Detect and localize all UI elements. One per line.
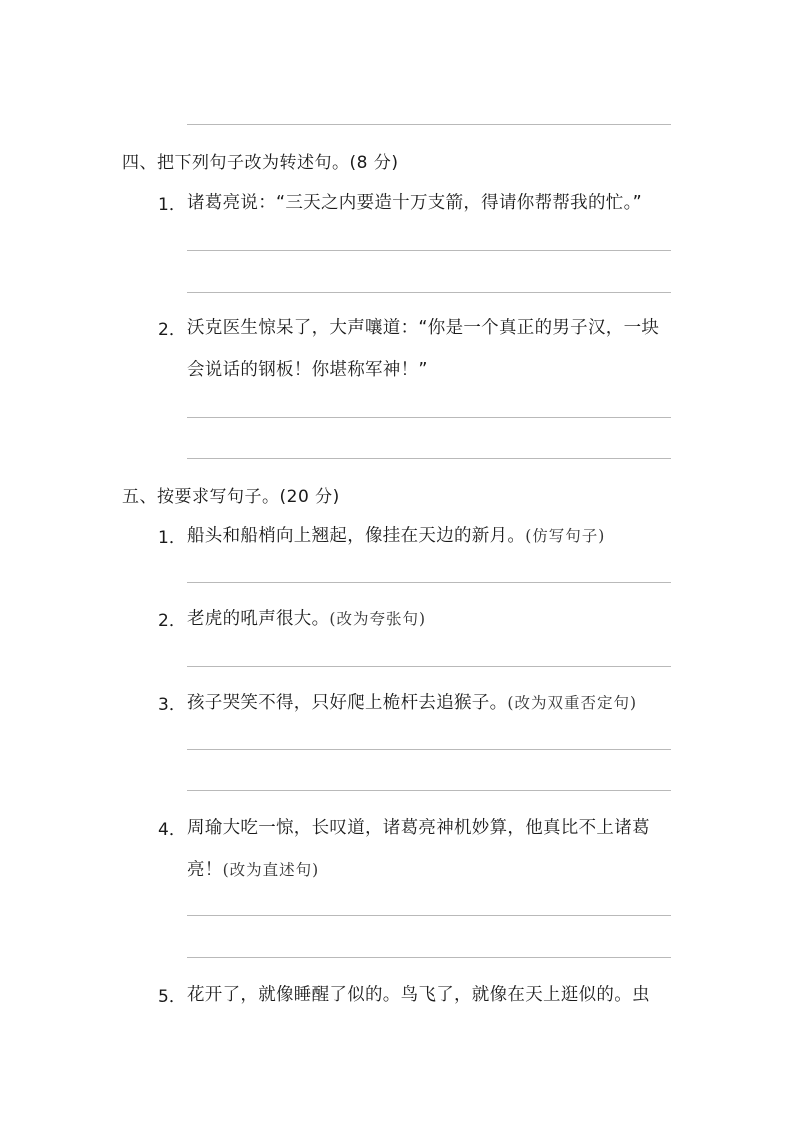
question-instruction: (仿写句子) [525, 527, 606, 545]
question-instruction: (改为双重否定句) [507, 694, 638, 712]
question-text: 周瑜大吃一惊，长叹道，诸葛亮神机妙算，他真比不上诸葛 [187, 818, 650, 838]
answer-line[interactable] [187, 250, 671, 251]
question-text-continued: 会说话的钢板！你堪称军神！” [187, 360, 428, 380]
question-instruction: (改为夸张句) [329, 610, 427, 628]
question-number: 3． [158, 695, 186, 715]
question-sentence: 船头和船梢向上翘起，像挂在天边的新月。 [187, 526, 526, 546]
question-number: 1． [158, 528, 186, 548]
answer-line[interactable] [187, 666, 671, 667]
question-sentence: 亮！ [187, 860, 223, 880]
question-sentence: 老虎的吼声很大。 [187, 609, 330, 629]
answer-line[interactable] [187, 582, 671, 583]
question-number: 2． [158, 611, 186, 631]
question-number: 1． [158, 195, 186, 215]
section-heading-5: 五、按要求写句子。(20 分) [122, 487, 340, 507]
question-text: 诸葛亮说：“三天之内要造十万支箭，得请你帮帮我的忙。” [187, 193, 642, 213]
answer-line[interactable] [187, 790, 671, 791]
question-text: 沃克医生惊呆了，大声嚷道：“你是一个真正的男子汉，一块 [187, 318, 660, 338]
question-sentence: 孩子哭笑不得，只好爬上桅杆去追猴子。 [187, 693, 508, 713]
answer-line[interactable] [187, 957, 671, 958]
answer-line[interactable] [187, 124, 671, 125]
answer-line[interactable] [187, 915, 671, 916]
section-heading-4: 四、把下列句子改为转述句。(8 分) [122, 153, 399, 173]
question-number: 4． [158, 820, 186, 840]
answer-line[interactable] [187, 292, 671, 293]
answer-line[interactable] [187, 417, 671, 418]
question-instruction: (改为直述句) [222, 861, 320, 879]
question-text [187, 522, 605, 547]
question-number: 2． [158, 320, 186, 340]
question-text-continued [187, 856, 319, 881]
question-text [187, 605, 426, 630]
answer-line[interactable] [187, 749, 671, 750]
question-text: 花开了，就像睡醒了似的。鸟飞了，就像在天上逛似的。虫 [187, 985, 650, 1005]
question-text [187, 689, 637, 714]
question-number: 5． [158, 987, 186, 1007]
answer-line[interactable] [187, 458, 671, 459]
